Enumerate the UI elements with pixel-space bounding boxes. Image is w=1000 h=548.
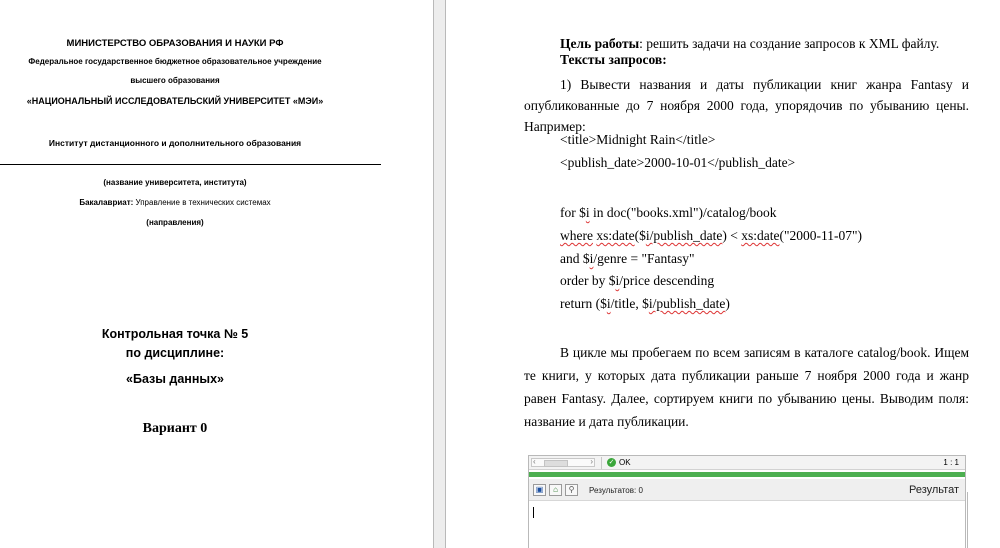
university-caption: (название университета, института) xyxy=(103,178,247,187)
scroll-right-icon[interactable]: › xyxy=(590,457,593,466)
home-icon[interactable]: ⌂ xyxy=(549,484,562,496)
code-token: /price descending xyxy=(619,273,715,288)
goal-line xyxy=(560,36,939,52)
results-count: Результатов: 0 xyxy=(589,486,643,495)
example-date-line: <publish_date>2000-10-01</publish_date> xyxy=(560,155,796,170)
editor-screenshot xyxy=(528,455,966,548)
task-1-text: 1) Вывести названия и даты публикации книг жанра Fantasy и опубликованные до 7 ноября 2000 года, упорядочив по убыванию цены. Например: xyxy=(524,77,969,134)
save-icon[interactable]: ▣ xyxy=(533,484,546,496)
editor-status-bar xyxy=(529,456,965,470)
code-token: i/publish_date xyxy=(648,296,726,311)
scrollbar-thumb[interactable] xyxy=(544,460,568,467)
queries-heading: Тексты запросов: xyxy=(560,52,667,67)
code-token: /title, $ xyxy=(610,296,649,311)
code-token: i xyxy=(606,296,611,311)
course-name: «Базы данных» xyxy=(126,372,224,386)
bachelor-label: Бакалавриат: xyxy=(79,198,134,207)
content-page xyxy=(446,0,1000,548)
code-line-2 xyxy=(560,228,862,244)
federal-institution-line: Федеральное государственное бюджетное образовательное учреждение xyxy=(28,57,322,66)
explanation-text: В цикле мы пробегаем по всем записям в каталоге catalog/book. Ищем те книги, у которых дата публикации раньше 7 ноября 2000 года и жанр равен Fantasy. Далее, сортируем книги по убыванию цены. Выводим поля: название и дата публикации. xyxy=(524,345,969,429)
direction-caption: (направления) xyxy=(146,218,204,227)
code-token: order by $ xyxy=(560,273,616,288)
code-line-4 xyxy=(560,273,714,289)
cursor-position: 1 : 1 xyxy=(943,458,959,467)
title-divider xyxy=(0,164,381,165)
code-token: ) < xyxy=(722,228,742,243)
code-token: return ($ xyxy=(560,296,607,311)
code-token: in doc("books.xml")/catalog/book xyxy=(589,205,777,220)
code-token: ) xyxy=(725,296,730,311)
code-line-5 xyxy=(560,296,730,312)
institute-name: Институт дистанционного и дополнительного образования xyxy=(48,138,302,148)
progress-bar xyxy=(529,472,965,477)
panel-border xyxy=(967,492,968,548)
code-token: xs:date xyxy=(596,228,635,243)
horizontal-scrollbar[interactable] xyxy=(531,458,595,467)
status-text: OK xyxy=(619,458,631,467)
code-line-3 xyxy=(560,251,695,267)
code-token: i xyxy=(585,205,590,220)
checkpoint-title: Контрольная точка № 5 xyxy=(101,327,249,341)
code-token: i/publish_date xyxy=(645,228,723,243)
code-token: ($ xyxy=(634,228,646,243)
scroll-left-icon[interactable]: ‹ xyxy=(533,457,536,466)
status-separator xyxy=(601,457,602,469)
page-gutter xyxy=(433,0,446,548)
code-token: i xyxy=(589,251,594,266)
ministry-line: МИНИСТЕРСТВО ОБРАЗОВАНИЯ И НАУКИ РФ xyxy=(66,38,284,49)
bachelor-value: Управление в технических системах xyxy=(133,198,271,207)
variant-title: Вариант 0 xyxy=(142,421,208,436)
results-toolbar xyxy=(529,479,965,501)
higher-education-line: высшего образования xyxy=(130,76,220,85)
university-name: «НАЦИОНАЛЬНЫЙ ИССЛЕДОВАТЕЛЬСКИЙ УНИВЕРСИТЕТ «МЭИ» xyxy=(26,96,324,106)
code-token: xs:date xyxy=(741,228,780,243)
results-panel-title: Результат xyxy=(908,484,959,496)
code-line-1 xyxy=(560,205,777,221)
check-icon: ✓ xyxy=(608,459,615,466)
example-title-line: <title>Midnight Rain</title> xyxy=(560,132,716,147)
bachelor-line xyxy=(0,198,350,207)
code-token: and $ xyxy=(560,251,590,266)
goal-label: Цель работы xyxy=(560,36,640,51)
search-icon[interactable]: ⚲ xyxy=(565,484,578,496)
text-caret[interactable] xyxy=(533,507,534,518)
title-page xyxy=(0,0,433,548)
discipline-label: по дисциплине: xyxy=(125,346,225,360)
code-token: ("2000-11-07") xyxy=(779,228,862,243)
goal-text: : решить задачи на создание запросов к XML файлу. xyxy=(639,36,940,51)
code-token: /genre = "Fantasy" xyxy=(593,251,695,266)
code-token: where xyxy=(560,228,593,243)
code-token: i xyxy=(615,273,620,288)
code-token: for $ xyxy=(560,205,586,220)
